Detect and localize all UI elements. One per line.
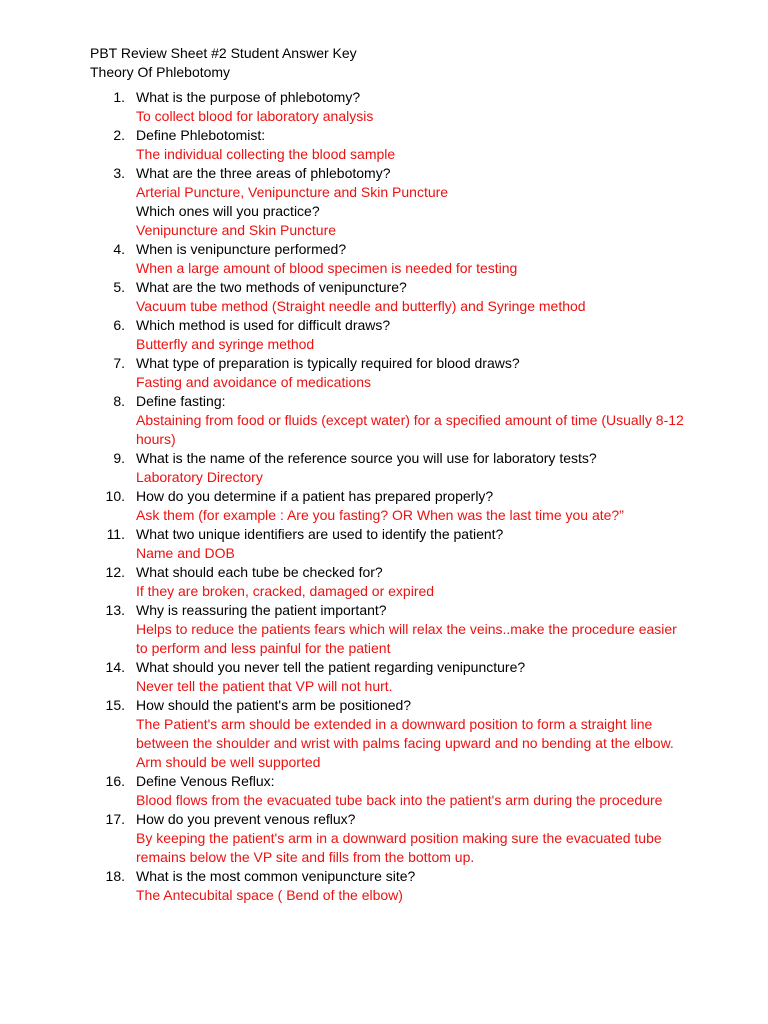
sub-question-text: Which ones will you practice?: [136, 203, 320, 219]
question-number: 10.: [105, 488, 125, 504]
question-item: [90, 658, 690, 696]
question-list: [90, 88, 690, 905]
answer-text: To collect blood for laboratory analysis: [136, 108, 374, 124]
question-number: 11.: [106, 526, 125, 542]
question-item: [90, 525, 690, 563]
answer-text: Name and DOB: [136, 545, 235, 561]
question-item: [90, 696, 690, 772]
question-text: What two unique identifiers are used to identify the patient?: [136, 526, 504, 542]
question-text: What type of preparation is typically required for blood draws?: [136, 355, 520, 371]
question-number: 2.: [113, 127, 125, 143]
question-text: What should you never tell the patient regarding venipuncture?: [136, 659, 526, 675]
question-item: [90, 126, 690, 164]
answer-text: Abstaining from food or fluids (except water) for a specified amount of time (Usually 8-12 hours): [136, 412, 684, 447]
sub-answer-text: Venipuncture and Skin Puncture: [136, 222, 337, 238]
question-item: [90, 316, 690, 354]
question-item: [90, 392, 690, 449]
question-number: 14.: [105, 659, 125, 675]
question-item: [90, 772, 690, 810]
question-item: [90, 164, 690, 240]
question-text: What are the three areas of phlebotomy?: [136, 165, 391, 181]
question-item: [90, 354, 690, 392]
answer-text: Laboratory Directory: [136, 469, 263, 485]
question-text: What is the name of the reference source you will use for laboratory tests?: [136, 450, 597, 466]
answer-text: Never tell the patient that VP will not hurt.: [136, 678, 393, 694]
question-text: How do you prevent venous reflux?: [136, 811, 356, 827]
answer-text: Ask them (for example : Are you fasting? OR When was the last time you ate?”: [136, 507, 624, 523]
question-number: 8.: [113, 393, 125, 409]
question-text: What are the two methods of venipuncture?: [136, 279, 407, 295]
question-item: [90, 449, 690, 487]
answer-text: Helps to reduce the patients fears which will relax the veins..make the procedure easier to perform and less painful for the patient: [136, 621, 677, 656]
question-item: [90, 88, 690, 126]
document-subtitle: Theory Of Phlebotomy: [90, 64, 231, 80]
question-number: 4.: [113, 241, 125, 257]
answer-text: Vacuum tube method (Straight needle and butterfly) and Syringe method: [136, 298, 586, 314]
document-page: [90, 44, 690, 905]
question-text: What should each tube be checked for?: [136, 564, 383, 580]
answer-text: Arterial Puncture, Venipuncture and Skin Puncture: [136, 184, 449, 200]
question-text: Define Venous Reflux:: [136, 773, 275, 789]
question-text: Which method is used for difficult draws?: [136, 317, 391, 333]
answer-text: Fasting and avoidance of medications: [136, 374, 372, 390]
question-text: Why is reassuring the patient important?: [136, 602, 387, 618]
answer-text: The individual collecting the blood sample: [136, 146, 396, 162]
question-text: What is the most common venipuncture site?: [136, 868, 416, 884]
answer-text: When a large amount of blood specimen is needed for testing: [136, 260, 518, 276]
question-number: 7.: [113, 355, 125, 371]
question-item: [90, 601, 690, 658]
question-text: Define fasting:: [136, 393, 226, 409]
question-number: 13.: [105, 602, 125, 618]
question-number: 16.: [105, 773, 125, 789]
question-number: 9.: [113, 450, 125, 466]
question-number: 15.: [105, 697, 125, 713]
question-number: 6.: [113, 317, 125, 333]
question-text: How should the patient's arm be positioned?: [136, 697, 412, 713]
question-number: 18.: [105, 868, 125, 884]
question-text: When is venipuncture performed?: [136, 241, 347, 257]
answer-text: Butterfly and syringe method: [136, 336, 315, 352]
question-number: 1.: [113, 89, 125, 105]
document-title: PBT Review Sheet #2 Student Answer Key: [90, 45, 357, 61]
question-text: What is the purpose of phlebotomy?: [136, 89, 361, 105]
answer-text: The Patient's arm should be extended in a downward position to form a straight line between the shoulder and wrist with palms facing upward and no bending at the elbow. Arm should be well supported: [136, 716, 674, 770]
question-text: How do you determine if a patient has prepared properly?: [136, 488, 494, 504]
question-item: [90, 278, 690, 316]
question-number: 17.: [105, 811, 125, 827]
answer-text: Blood flows from the evacuated tube back into the patient's arm during the procedure: [136, 792, 663, 808]
question-number: 12.: [105, 564, 125, 580]
question-number: 3.: [113, 165, 125, 181]
question-item: [90, 867, 690, 905]
answer-text: If they are broken, cracked, damaged or expired: [136, 583, 435, 599]
question-item: [90, 240, 690, 278]
answer-text: The Antecubital space ( Bend of the elbow): [136, 887, 403, 903]
question-item: [90, 810, 690, 867]
answer-text: By keeping the patient's arm in a downward position making sure the evacuated tube remains below the VP site and fills from the bottom up.: [136, 830, 662, 865]
question-text: Define Phlebotomist:: [136, 127, 266, 143]
question-number: 5.: [113, 279, 125, 295]
question-item: [90, 487, 690, 525]
question-item: [90, 563, 690, 601]
